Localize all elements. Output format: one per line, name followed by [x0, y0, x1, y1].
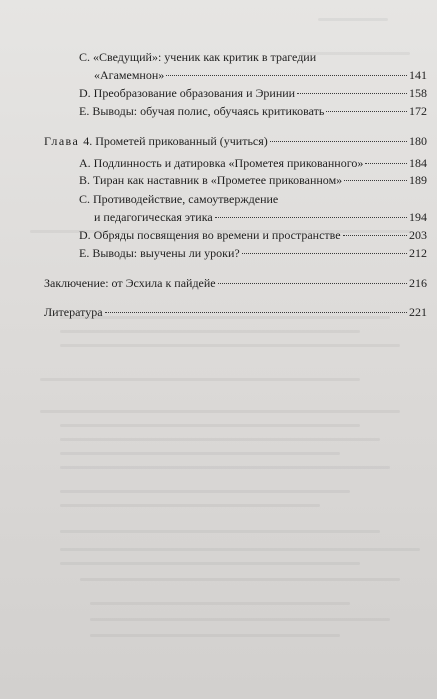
page-number: 180 [409, 134, 427, 148]
toc-entry-label: D. Преобразование образования и Эринии [79, 86, 296, 100]
toc-entry-e[interactable] [79, 104, 427, 118]
toc-entry-label: Литература [44, 305, 103, 319]
page-number: 184 [409, 156, 427, 170]
toc-entry-label: E. Выводы: выучены ли уроки? [79, 246, 240, 260]
toc-entry-ch4-b[interactable] [79, 173, 427, 187]
leader-dots [242, 253, 407, 254]
page-number: 172 [409, 104, 427, 118]
toc-literature[interactable] [44, 305, 427, 319]
leader-dots [218, 283, 407, 284]
page-number: 189 [409, 173, 427, 187]
leader-dots [215, 217, 407, 218]
leader-dots [297, 93, 407, 94]
page-number: 203 [409, 228, 427, 242]
chapter-title: 4. Прометей прикованный (учиться) [83, 134, 268, 148]
toc-entry-ch4-c-line2: и педагогическая этика [94, 210, 213, 224]
toc-entry-label: A. Подлинность и датировка «Прометея прикованного» [79, 156, 364, 170]
page-number: 141 [409, 68, 427, 82]
leader-dots [105, 312, 407, 313]
chapter-prefix: Глава [44, 134, 80, 148]
toc-chapter-4[interactable] [44, 134, 427, 148]
leader-dots [166, 75, 407, 76]
toc-entry-label: B. Тиран как наставник в «Прометее прикованном» [79, 173, 343, 187]
toc-conclusion[interactable] [44, 276, 427, 290]
toc-entry-ch4-c[interactable] [94, 210, 427, 224]
page-number: 194 [409, 210, 427, 224]
leader-dots [270, 141, 407, 142]
leader-dots [326, 111, 407, 112]
toc-entry-label: Заключение: от Эсхила к пайдейе [44, 276, 216, 290]
toc-entry-label: E. Выводы: обучая полис, обучаясь критиковать [79, 104, 325, 118]
leader-dots [343, 235, 407, 236]
page-number: 221 [409, 305, 427, 319]
leader-dots [365, 163, 407, 164]
toc-entry-ch4-d[interactable] [79, 228, 427, 242]
toc-entry-ch4-c-line1: C. Противодействие, самоутверждение [79, 192, 279, 206]
toc-entry-ch4-e[interactable] [79, 246, 427, 260]
page-number: 216 [409, 276, 427, 290]
toc-entry-c[interactable] [94, 68, 427, 82]
toc-entry-c-line1: C. «Сведущий»: ученик как критик в трагедии [79, 50, 317, 64]
page-number: 212 [409, 246, 427, 260]
toc-entry-label: D. Обряды посвящения во времени и пространстве [79, 228, 341, 242]
page-number: 158 [409, 86, 427, 100]
toc-entry-c-line2: «Агамемнон» [94, 68, 165, 82]
leader-dots [344, 180, 407, 181]
toc-entry-ch4-a[interactable] [79, 156, 427, 170]
toc-entry-d[interactable] [79, 86, 427, 100]
